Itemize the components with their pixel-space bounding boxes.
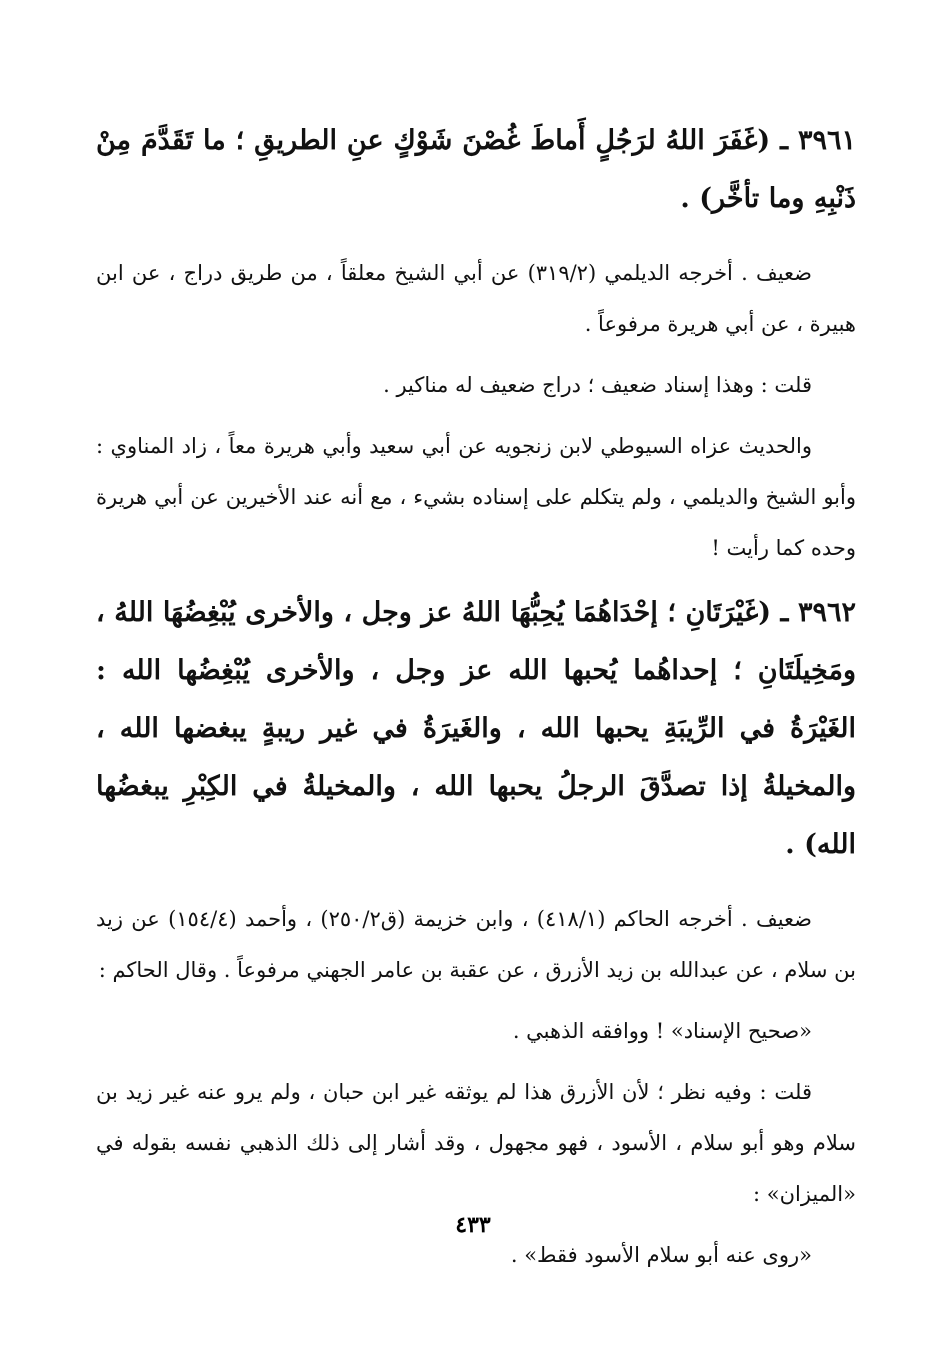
hadith-text: ٣٩٦٢ ـ (غَيْرَتَانِ ؛ إحْدَاهُمَا يُحِبُّهَا اللهُ عز وجل ، والأخرى يُبْغِضُهَا اللهُ ، ومَخِيلَتَانِ ؛ إحداهُما يُحبها الله عز وجل ، والأخرى يُبْغِضُها الله : الغَيْرَةُ في الرِّيبَةِ يحبها الله ، والغَيرَةُ في غير ريبةٍ يبغضها الله ، والمخيلةُ إذا تصدَّقَ الرجلُ يحبها الله ، والمخيلةُ في الكِبْرِ يبغضُها الله) . [96,597,856,860]
page-number: ٤٣٣ [455,1212,491,1238]
hadith-number: ٣٩٦٢ [797,597,856,628]
hadith-number: ٣٩٦١ [797,125,856,156]
takhrij-paragraph: ضعيف . أخرجه الحاكم (٤١٨/١) ، وابن خزيمة (ق٢٥٠/٢) ، وأحمد (١٥٤/٤) عن زيد بن سلام ، عن عبدالله بن زيد الأزرق ، عن عقبة بن عامر الجهني مرفوعاً . وقال الحاكم : [96,907,856,982]
comment-paragraph: والحديث عزاه السيوطي لابن زنجويه عن أبي سعيد وأبي هريرة معاً ، زاد المناوي : وأبو الشيخ والديلمي ، ولم يتكلم على إسناده بشيء ، مع أنه عند الأخيرين عن أبي هريرة وحده كما رأيت ! [96,434,856,560]
quote-paragraph: «روى عنه أبو سلام الأسود فقط» . [510,1243,812,1267]
hadith-text: ٣٩٦١ ـ (غَفَرَ اللهُ لرَجُلٍ أَماطَ غُصْنَ شَوْكٍ عنِ الطريقِ ؛ ما تَقَدَّمَ مِنْ ذَنْبِهِ وما تأخَّر) . [96,125,856,214]
comment-paragraph: قلت : وفيه نظر ؛ لأن الأزرق هذا لم يوثقه غير ابن حبان ، ولم يرو عنه غير زيد بن سلام وهو أبو سلام ، الأسود ، فهو مجهول ، وقد أشار إلى ذلك الذهبي نفسه بقوله في «الميزان» : [96,1080,856,1206]
comment-paragraph: قلت : وهذا إسناد ضعيف ؛ دراج ضعيف له مناكير . [383,373,812,397]
quote-paragraph: «صحيح الإسناد» ! ووافقه الذهبي . [512,1019,812,1043]
entry-3962 [96,584,856,1281]
entry-3961 [96,112,856,574]
takhrij-paragraph: ضعيف . أخرجه الديلمي (٣١٩/٢) عن أبي الشيخ معلقاً ، من طريق دراج ، عن ابن هبيرة ، عن أبي هريرة مرفوعاً . [96,261,856,336]
page-body [96,112,856,1291]
hadith-matn: (غَيْرَتَانِ ؛ إحْدَاهُمَا يُحِبُّهَا اللهُ عز وجل ، والأخرى يُبْغِضُهَا اللهُ ، ومَخِيلَتَانِ ؛ إحداهُما يُحبها الله عز وجل ، والأخرى يُبْغِضُها الله : الغَيْرَةُ في الرِّيبَةِ يحبها الله ، والغَيرَةُ في غير ريبةٍ يبغضها الله ، والمخيلةُ إذا تصدَّقَ الرجلُ يحبها الله ، والمخيلةُ في الكِبْرِ يبغضُها الله) . [96,597,856,860]
hadith-matn: (غَفَرَ اللهُ لرَجُلٍ أَماطَ غُصْنَ شَوْكٍ عنِ الطريقِ ؛ ما تَقَدَّمَ مِنْ ذَنْبِهِ وما تأخَّر) . [96,125,856,214]
